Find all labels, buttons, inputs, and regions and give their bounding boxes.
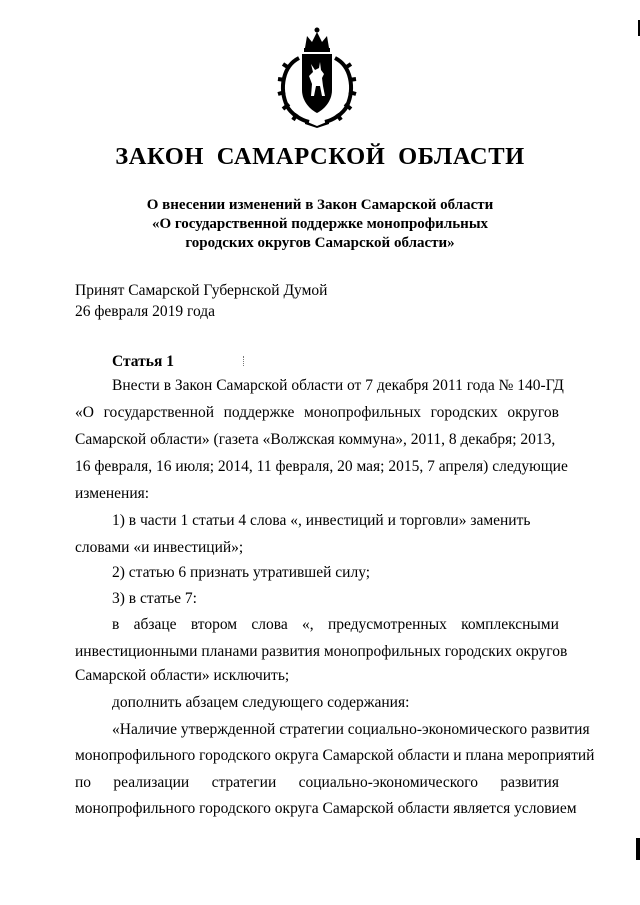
body-line: 2) статью 6 признать утратившей силу; — [112, 564, 371, 581]
body-line — [75, 403, 559, 423]
body-line: монопрофильного городского округа Самарской области и плана мероприятий — [75, 747, 595, 764]
word: поддержке — [223, 404, 295, 421]
word: социально-экономического — [298, 774, 479, 791]
word: по — [75, 774, 92, 791]
word: монопрофильных — [303, 404, 421, 421]
word: стратегии — [211, 774, 277, 791]
body-line: 3) в статье 7: — [112, 590, 197, 607]
law-subtitle — [0, 196, 640, 253]
body-line — [75, 773, 559, 793]
body-line: Внести в Закон Самарской области от 7 декабря 2011 года № 140-ГД — [112, 377, 564, 394]
word: комплексными — [461, 616, 559, 633]
body-line: монопрофильного городского округа Самарской области является условием — [75, 800, 577, 817]
word: реализации — [113, 774, 190, 791]
word: в — [112, 616, 120, 633]
law-title: ЗАКОН САМАРСКОЙ ОБЛАСТИ — [115, 143, 525, 170]
word: «О — [75, 404, 94, 421]
adoption-note — [75, 280, 327, 322]
subtitle-line: городских округов Самарской области» — [185, 235, 455, 251]
word: втором — [190, 616, 238, 633]
body-line: изменения: — [75, 485, 150, 502]
word: абзаце — [133, 616, 177, 633]
scan-edge-mark — [636, 838, 640, 860]
subtitle-line: О внесении изменений в Закон Самарской области — [146, 197, 494, 213]
scan-mark — [243, 356, 246, 366]
body-line: «Наличие утвержденной стратегии социально-экономического развития — [112, 721, 590, 738]
coat-of-arms-emblem — [275, 26, 359, 128]
body-line: словами «и инвестиций»; — [75, 539, 244, 556]
adoption-date: 26 февраля 2019 года — [75, 303, 216, 320]
word: слова — [251, 616, 288, 633]
body-line: дополнить абзацем следующего содержания: — [112, 694, 410, 711]
body-line: инвестиционными планами развития монопрофильных городских округов — [75, 643, 568, 660]
body-line: Самарской области» исключить; — [75, 667, 290, 684]
word: предусмотренных — [327, 616, 447, 633]
body-line: 1) в части 1 статьи 4 слова «, инвестиций и торговли» заменить — [112, 512, 531, 529]
article-heading: Статья 1 — [112, 353, 174, 370]
word: государственной — [103, 404, 215, 421]
word: развития — [500, 774, 559, 791]
adoption-line: Принят Самарской Губернской Думой — [75, 282, 328, 299]
word: городских — [430, 404, 498, 421]
body-line: Самарской области» (газета «Волжская коммуна», 2011, 8 декабря; 2013, — [75, 431, 556, 448]
subtitle-line: «О государственной поддержке монопрофильных — [151, 216, 489, 232]
body-line — [112, 615, 559, 635]
word: округов — [507, 404, 559, 421]
word: «, — [302, 616, 314, 633]
body-line: 16 февраля, 16 июля; 2014, 11 февраля, 20 мая; 2015, 7 апреля) следующие — [75, 458, 568, 475]
